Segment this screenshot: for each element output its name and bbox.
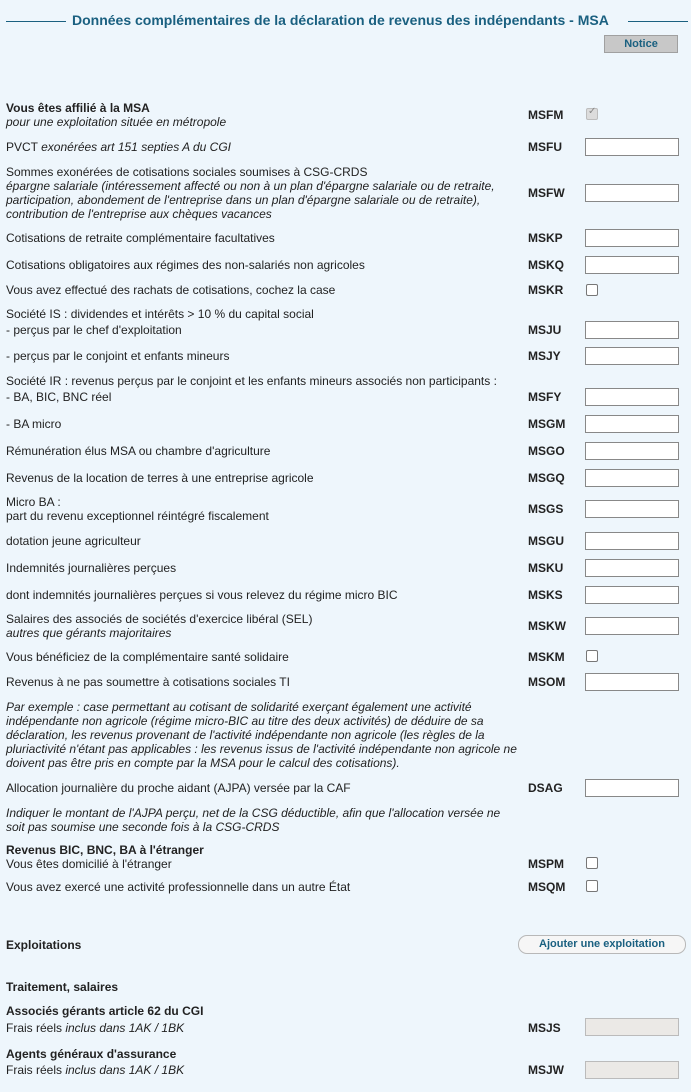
row-msks [6,586,688,606]
msju-input[interactable] [585,321,679,339]
mspm-checkbox[interactable] [586,857,598,869]
msgs-line1: Micro BA : [6,495,61,509]
dsag-input[interactable] [585,779,679,797]
msjw-label [6,1063,184,1077]
notice-button[interactable]: Notice [604,35,678,53]
row-msku [6,559,688,579]
msgu-code: MSGU [528,534,564,548]
msjs-label-b: inclus dans 1AK / 1BK [65,1021,185,1035]
msfu-input[interactable] [585,138,679,156]
row-msfw [6,164,688,224]
row-msfu [6,138,688,158]
msgo-code: MSGO [528,444,565,458]
row-mskp [6,229,688,249]
msjw-code: MSJW [528,1063,564,1077]
msfy-line2: - BA, BIC, BNC réel [6,390,112,404]
row-dsag [6,779,688,799]
msku-input[interactable] [585,559,679,577]
row-msgm [6,415,688,435]
msom-input[interactable] [585,673,679,691]
msom-note-line3: déclaration, les revenus provenant de l'activité indépendante non agricole (les règles de la [6,728,485,742]
row-msjs [6,1003,688,1037]
msfw-line2: épargne salariale (intéressement affecté ou non à un plan d'épargne salariale ou de retraite, [6,179,495,193]
mskw-input[interactable] [585,617,679,635]
dsag-code: DSAG [528,781,563,795]
msfy-input[interactable] [585,388,679,406]
msks-label: dont indemnités journalières perçues si vous relevez du régime micro BIC [6,588,398,602]
msjs-label [6,1021,184,1035]
msjy-code: MSJY [528,349,561,363]
msju-line1: Société IS : dividendes et intérêts > 10 % du capital social [6,307,314,321]
mskp-label: Cotisations de retraite complémentaire facultatives [6,231,275,245]
msfw-line3: participation, abondement de l'entreprise dans un plan d'épargne salariale ou de retraite), [6,193,481,207]
msgq-label: Revenus de la location de terres à une entreprise agricole [6,471,314,485]
mskm-label: Vous bénéficiez de la complémentaire santé solidaire [6,650,289,664]
msfy-line1: Société IR : revenus perçus par le conjoint et les enfants mineurs associés non participants : [6,374,497,388]
mskq-label: Cotisations obligatoires aux régimes des non-salariés non agricoles [6,258,365,272]
row-msgu [6,532,688,552]
msom-note [6,700,688,772]
exploitations-label: Exploitations [6,938,82,952]
mskm-code: MSKM [528,650,565,664]
msjw-label-b: inclus dans 1AK / 1BK [65,1063,185,1077]
msju-code: MSJU [528,323,562,337]
msjw-input[interactable] [585,1061,679,1079]
msgs-code: MSGS [528,502,564,516]
msfu-code: MSFU [528,140,562,154]
row-msfy [6,373,688,407]
mskr-checkbox[interactable] [586,284,598,296]
msom-note-line2: indépendante non agricole (régime micro-BIC au titre des deux activités) de déduire de sa [6,714,484,728]
msfw-input[interactable] [585,184,679,202]
mskp-code: MSKP [528,231,563,245]
msgq-code: MSGQ [528,471,565,485]
msom-code: MSOM [528,675,566,689]
row-mspm [6,842,688,872]
msfw-line4: contribution de l'entreprise aux chèques vacances [6,207,272,221]
mskp-input[interactable] [585,229,679,247]
msjw-label-a: Frais réels [6,1063,66,1077]
add-exploitation-button[interactable]: Ajouter une exploitation [518,935,686,954]
mskw-code: MSKW [528,619,566,633]
row-msjy [6,347,688,367]
header-rule-right [628,21,688,22]
msfw-line1: Sommes exonérées de cotisations sociales soumises à CSG-CRDS [6,165,368,179]
row-msfm [6,100,688,130]
msgs-line2: part du revenu exceptionnel réintégré fiscalement [6,509,269,523]
mskw-line1: Salaires des associés de sociétés d'exercice libéral (SEL) [6,612,313,626]
msom-note-line5: doivent pas être pris en compte par la MSA pour le calcul des cotisations). [6,756,400,770]
msjy-input[interactable] [585,347,679,365]
row-exploitations [6,935,688,955]
mskq-code: MSKQ [528,258,564,272]
dsag-note-line1: Indiquer le montant de l'AJPA perçu, net de la CSG déductible, afin que l'allocation versée ne [6,806,501,820]
msks-input[interactable] [585,586,679,604]
section-header [6,12,688,32]
traitement-label: Traitement, salaires [6,980,119,994]
dsag-note [6,806,688,834]
row-mskq [6,256,688,276]
row-msom [6,673,688,693]
msgm-label: - BA micro [6,417,62,431]
msgm-code: MSGM [528,417,566,431]
dsag-label: Allocation journalière du proche aidant (AJPA) versée par la CAF [6,781,351,795]
msfu-label-b: exonérées art 151 septies A du CGI [41,140,232,154]
msom-label: Revenus à ne pas soumettre à cotisations sociales TI [6,675,290,689]
msgq-input[interactable] [585,469,679,487]
row-msjw [6,1046,688,1080]
msjs-code: MSJS [528,1021,561,1035]
msgu-label: dotation jeune agriculteur [6,534,141,548]
row-traitement [6,980,688,996]
mskq-input[interactable] [585,256,679,274]
msju-line2: - perçus par le chef d'exploitation [6,323,182,337]
mspm-title: Revenus BIC, BNC, BA à l'étranger [6,843,204,857]
msgu-input[interactable] [585,532,679,550]
msom-note-line1: Par exemple : case permettant au cotisant de solidarité exerçant également une activité [6,700,472,714]
msjs-label-a: Frais réels [6,1021,66,1035]
msgo-input[interactable] [585,442,679,460]
msku-code: MSKU [528,561,564,575]
msfy-code: MSFY [528,390,562,404]
msqm-label: Vous avez exercé une activité professionnelle dans un autre État [6,880,351,894]
msjw-title: Agents généraux d'assurance [6,1047,177,1061]
msqm-code: MSQM [528,880,566,894]
row-msgq [6,469,688,489]
msks-code: MSKS [528,588,563,602]
msgm-input[interactable] [585,415,679,433]
msfw-code: MSFW [528,186,565,200]
row-mskw [6,611,688,643]
msfu-label-a: PVCT [6,140,42,154]
msjs-input[interactable] [585,1018,679,1036]
row-msqm [6,879,688,895]
msfm-title: Vous êtes affilié à la MSA [6,101,150,115]
mskr-label: Vous avez effectué des rachats de cotisations, cochez la case [6,283,336,297]
msfm-checkbox[interactable] [586,108,598,120]
msfm-code: MSFM [528,108,564,122]
msfm-subtitle: pour une exploitation située en métropole [6,115,227,129]
msjy-label: - perçus par le conjoint et enfants mineurs [6,349,230,363]
mskw-line2: autres que gérants majoritaires [6,626,172,640]
mskm-checkbox[interactable] [586,650,598,662]
row-msju [6,306,688,340]
msjs-title: Associés gérants article 62 du CGI [6,1004,204,1018]
msku-label: Indemnités journalières perçues [6,561,177,575]
msfu-label [6,140,231,154]
row-mskr [6,282,688,298]
mskr-code: MSKR [528,283,564,297]
msgo-label: Rémunération élus MSA ou chambre d'agriculture [6,444,271,458]
mspm-label: Vous êtes domicilié à l'étranger [6,857,172,871]
header-rule-left [6,21,66,22]
mspm-code: MSPM [528,857,564,871]
dsag-note-line2: soit pas soumise une seconde fois à la CSG-CRDS [6,820,280,834]
msqm-checkbox[interactable] [586,880,598,892]
row-msgo [6,442,688,462]
row-mskm [6,649,688,665]
page-title: Données complémentaires de la déclaration de revenus des indépendants - MSA [72,12,609,28]
row-msgs [6,494,688,526]
msgs-input[interactable] [585,500,679,518]
msom-note-line4: pluriactivité n'étant pas applicables : les revenus issus de l'activité indépendante non agricole ne [6,742,517,756]
